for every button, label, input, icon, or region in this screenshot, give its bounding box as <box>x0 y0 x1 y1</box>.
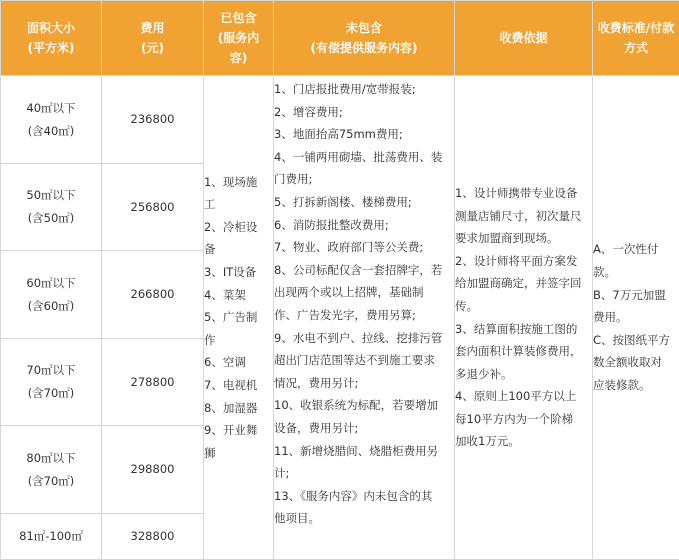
fee-cell: 298800 <box>102 426 204 514</box>
header-area <box>1 1 102 76</box>
fee-cell: 266800 <box>102 251 204 339</box>
header-area-line: (平方米) <box>1 38 101 58</box>
fee-cell: 256800 <box>102 164 204 251</box>
excluded-line: 6、消防报批整改费用; <box>274 214 454 237</box>
area-cell <box>1 426 102 514</box>
header-included-line: (服务内 <box>204 28 273 48</box>
excluded-cell <box>274 76 455 560</box>
excluded-line: 情况，费用另计; <box>274 372 454 395</box>
included-line: 9、开业舞 <box>204 419 273 442</box>
excluded-line: 4、一铺两用砌墙、批荡费用、装 <box>274 146 454 169</box>
header-payment <box>593 1 679 76</box>
header-basis-line: 收费依据 <box>455 28 592 48</box>
area-line: (含50㎡) <box>1 207 101 230</box>
excluded-line: 7、物业、政府部门等公关费; <box>274 236 454 259</box>
header-fee-line: (元) <box>102 38 203 58</box>
area-cell <box>1 514 102 560</box>
area-line: 60㎡以下 <box>1 272 101 295</box>
fee-cell: 236800 <box>102 76 204 164</box>
area-line: 40㎡以下 <box>1 97 101 120</box>
basis-line: 多退少补。 <box>455 363 592 386</box>
area-cell <box>1 339 102 426</box>
header-included-line: 已包含 <box>204 8 273 28</box>
excluded-line: 10、收银系统为标配，若要增加 <box>274 394 454 417</box>
included-line: 6、空调 <box>204 351 273 374</box>
area-line: (含70㎡) <box>1 382 101 405</box>
header-excluded <box>274 1 455 76</box>
header-area-line: 面积大小 <box>1 18 101 38</box>
area-cell <box>1 251 102 339</box>
payment-line: 数全额收取对 <box>593 351 679 374</box>
header-fee <box>102 1 204 76</box>
table-row <box>1 76 679 164</box>
excluded-line: 作、广告发光字，费用另算; <box>274 304 454 327</box>
header-row <box>1 1 679 76</box>
basis-cell <box>455 76 593 560</box>
header-fee-line: 费用 <box>102 18 203 38</box>
excluded-line: 2、增容费用; <box>274 101 454 124</box>
excluded-line: 13、《服务内容》内未包含的其 <box>274 485 454 508</box>
included-line: 8、加湿器 <box>204 397 273 420</box>
included-line: 5、广告制 <box>204 306 273 329</box>
payment-line: A、一次性付 <box>593 238 679 261</box>
payment-line: 应装修款。 <box>593 374 679 397</box>
excluded-line: 9、水电不到户、拉线、挖排污管 <box>274 327 454 350</box>
included-line: 3、IT设备 <box>204 261 273 284</box>
basis-line: 每10平方内为一个阶梯 <box>455 408 592 431</box>
area-cell <box>1 164 102 251</box>
included-line: 作 <box>204 329 273 352</box>
area-line: 50㎡以下 <box>1 184 101 207</box>
area-line: (含70㎡) <box>1 470 101 493</box>
excluded-line: 他项目。 <box>274 507 454 530</box>
excluded-line: 计; <box>274 462 454 485</box>
payment-cell <box>593 76 679 560</box>
included-line: 备 <box>204 238 273 261</box>
included-cell <box>204 76 274 560</box>
header-included <box>204 1 274 76</box>
area-line: (含60㎡) <box>1 295 101 318</box>
basis-line: 2、设计师将平面方案发 <box>455 250 592 273</box>
area-cell <box>1 76 102 164</box>
payment-line: B、7万元加盟 <box>593 284 679 307</box>
excluded-line: 11、新增烧腊间、烧腊柜费用另 <box>274 440 454 463</box>
basis-line: 测量店铺尺寸，初次量尺 <box>455 205 592 228</box>
excluded-line: 出现两个或以上招牌，基础制 <box>274 281 454 304</box>
included-line: 工 <box>204 193 273 216</box>
basis-line: 套内面积计算装修费用， <box>455 340 592 363</box>
included-line: 4、菜架 <box>204 284 273 307</box>
basis-line: 4、原则上100平方以上 <box>455 385 592 408</box>
fee-cell: 278800 <box>102 339 204 426</box>
basis-line: 要求加盟商到现场。 <box>455 227 592 250</box>
included-line: 1、现场施 <box>204 171 273 194</box>
area-line: 70㎡以下 <box>1 359 101 382</box>
header-payment-line: 收费标准/付款 <box>593 18 679 38</box>
included-line: 狮 <box>204 442 273 465</box>
basis-line: 给加盟商确定，并签字回 <box>455 272 592 295</box>
excluded-line: 8、公司标配仅含一套招牌字，若 <box>274 259 454 282</box>
basis-line: 3、结算面积按施工图的 <box>455 318 592 341</box>
excluded-line: 门费用; <box>274 168 454 191</box>
excluded-line: 3、地面抬高75mm费用; <box>274 123 454 146</box>
header-payment-line: 方式 <box>593 38 679 58</box>
header-included-line: 容) <box>204 48 273 68</box>
excluded-line: 1、门店报批费用/宽带报装; <box>274 78 454 101</box>
excluded-line: 设备，费用另计; <box>274 417 454 440</box>
header-excluded-line: (有偿提供服务内容) <box>274 38 454 58</box>
area-line: 80㎡以下 <box>1 447 101 470</box>
included-line: 2、冷柜设 <box>204 216 273 239</box>
excluded-line: 超出门店范围等达不到施工要求 <box>274 349 454 372</box>
excluded-line: 5、打拆新阁楼、楼梯费用; <box>274 191 454 214</box>
payment-line: 款。 <box>593 261 679 284</box>
payment-line: C、按图纸平方 <box>593 329 679 352</box>
fee-cell: 328800 <box>102 514 204 560</box>
header-excluded-line: 未包含 <box>274 18 454 38</box>
basis-line: 加收1万元。 <box>455 430 592 453</box>
header-basis <box>455 1 593 76</box>
area-line: (含40㎡) <box>1 120 101 143</box>
basis-line: 传。 <box>455 295 592 318</box>
payment-line: 费用。 <box>593 306 679 329</box>
included-line: 7、电视机 <box>204 374 273 397</box>
area-line: 81㎡-100㎡ <box>1 525 101 548</box>
basis-line: 1、设计师携带专业设备 <box>455 182 592 205</box>
